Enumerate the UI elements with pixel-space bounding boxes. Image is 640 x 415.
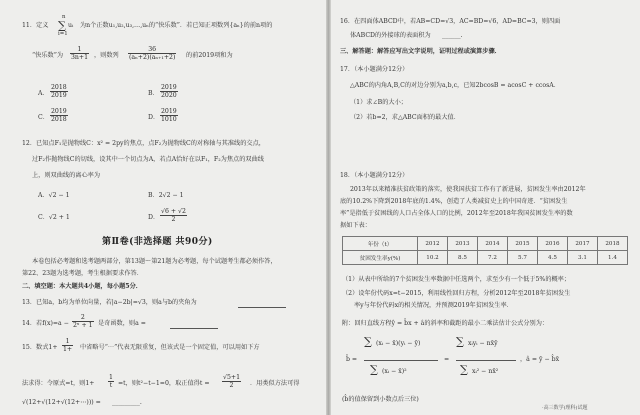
table-cell: 5.7 <box>508 251 538 265</box>
q11-frac1-num: 1 <box>70 46 89 54</box>
formula-eq: = <box>444 356 450 363</box>
q11-optD <box>160 108 178 123</box>
q11-line2c: 的前2019项和为 <box>186 52 233 59</box>
q15-d: =t，则t²−t−1=0，取正值得t = <box>118 380 210 387</box>
table-cell: 2017 <box>568 237 598 251</box>
q17-line1: △ABC的内角A,B,C的对边分别为a,b,c，已知2bcosB = acosC + ccosA． <box>350 82 560 89</box>
q15-f: √(12+√(12+√(12+⋯))) = <box>22 399 101 406</box>
q15-frac3-den: 2 <box>229 382 234 389</box>
table-cell: 2018 <box>598 237 628 251</box>
table-row-rate <box>343 251 628 265</box>
q15-frac3-num: √5+1 <box>223 374 241 381</box>
q17-head: 17．（本小题满分12分） <box>340 66 409 73</box>
q11-optB-label: B． <box>148 90 159 97</box>
q14-blank <box>170 328 218 329</box>
q11-frac1 <box>70 46 89 61</box>
q13-blank <box>238 307 286 308</box>
q11-frac2 <box>128 46 176 61</box>
q12-optB: B．2√2 − 1 <box>148 192 184 199</box>
q12-line1: 12．已知点F₁是抛物线C：x² = 2py的焦点，点F₂为抛物线C的对称轴与其准线的交点， <box>22 140 265 147</box>
q18-sub2b: 率y与年份代码x的相关情况，并预测2019年贫困发生率． <box>354 302 513 309</box>
q12-optC: C．√2 + 1 <box>38 214 70 221</box>
q15-c: 法求得：令原式=t，则1+ <box>22 380 95 387</box>
table-row-year <box>343 237 628 251</box>
q14-frac-den: 2ˣ + 1 <box>73 322 93 329</box>
table-cell: 7.2 <box>478 251 508 265</box>
q11-frac2-den: (aₙ+2)(aₙ₊₁+2) <box>129 54 176 61</box>
q11-line1b: 为n个正数u₁,u₂,u₃,…,uₙ的“快乐数”．若已知正项数列{aₙ}的前n项的 <box>80 22 273 29</box>
q15-b: 中省略号“⋯”代表无限重复，但该式是一个固定值，可以用如下方 <box>80 344 260 351</box>
formula-den1: (xᵢ − x̄)² <box>382 368 407 375</box>
q11-line1: 11．定义 <box>22 22 49 29</box>
q11-sum-top: n <box>62 14 66 20</box>
q11-sum-symbol: ∑ <box>58 19 66 32</box>
section3-title: 三、解答题：解答应写出文字说明，证明过程或演算步骤． <box>340 48 501 55</box>
formula-bhat: b̂ = <box>346 356 358 363</box>
table-cell: 2014 <box>478 237 508 251</box>
q13: 13．已知a，b均为单位向量，若|a−2b|=√3，则a与b的夹角为 <box>22 299 197 306</box>
q16-line2: 体ABCD的外接球的表面积为 <box>350 32 431 39</box>
table-cell: 3.1 <box>568 251 598 265</box>
q12-line2: 过F₂作抛物线C的切线，设其中一个切点为A，若点A恰好在以F₁，F₂为焦点的双曲线 <box>32 156 264 163</box>
part2-title: 第Ⅱ卷(非选择题 共90分) <box>102 237 213 247</box>
q17-sub2: （2）若b=2，求△ABC面积的最大值． <box>350 114 460 121</box>
part2-note1: 本卷包括必考题和选考题两部分，第13题～第21题为必考题，每个试题考生都必须作答， <box>32 258 277 265</box>
q11-sum-bottom: i=1 <box>58 31 68 37</box>
formula-sum1-bottom: ∑ <box>370 363 378 376</box>
poverty-table <box>342 236 628 265</box>
q15-frac2-den: t <box>109 382 113 389</box>
q12-line3: 上，则双曲线的离心率为 <box>32 172 101 179</box>
q14-frac <box>72 314 94 329</box>
table-cell: 年份（t） <box>343 237 418 251</box>
q11-optD-den: 1010 <box>161 116 177 123</box>
formula-num2: xᵢyᵢ − nx̄ȳ <box>468 340 498 347</box>
q15-a: 15．数式1+ <box>22 344 58 351</box>
q11-optC <box>50 108 68 123</box>
q17-sub1: （1）求∠B的大小； <box>350 99 407 106</box>
q12-optA: A．√2 − 1 <box>38 192 70 199</box>
table-cell: 4.5 <box>538 251 568 265</box>
q11-optA-den: 2019 <box>51 92 67 99</box>
q18-sub1: （1）从表中所给的7个贫困发生率数据中任选两个，求至少有一个低于5%的概率； <box>342 276 571 283</box>
q11-optB-den: 2020 <box>161 92 177 99</box>
q11-optA <box>50 84 68 99</box>
q14-frac-num: 2 <box>72 314 94 322</box>
q11-optA-label: A． <box>38 90 49 97</box>
page-footer: ·高三数学(理科)试题 <box>542 405 588 411</box>
q12-optD-den: 2 <box>171 216 176 223</box>
table-cell: 10.2 <box>418 251 448 265</box>
formula-sum2-top: ∑ <box>456 335 464 348</box>
formula-tail: ，â = ȳ − b̂x̄ <box>520 356 560 363</box>
q11-line2a: “快乐数”为 <box>32 52 64 59</box>
q18-head: 18．（本小题满分12分） <box>340 172 409 179</box>
formula-num1: (xᵢ − x̄)(yᵢ − ȳ) <box>376 340 421 347</box>
q18-formula-intro: 附：回归直线方程ŷ = b̂x + â的斜率和截距的最小二乘法估计公式分别为： <box>342 320 549 327</box>
q15-frac1-num: 1 <box>62 338 73 346</box>
table-cell: 8.5 <box>448 251 478 265</box>
q18-p2: 底的10.2%下降到2018年底的1.4%，创造了人类减贫史上的中国奇迹．“贫困发生 <box>340 198 568 205</box>
q11-optD-label: D． <box>148 114 160 121</box>
q18-p1: 2013年以来精准扶贫政策的落实，使我国扶贫工作有了新进展，贫困发生率由2012年 <box>350 186 586 193</box>
q15-frac3 <box>222 374 241 389</box>
q11-optB-num: 2019 <box>161 84 177 91</box>
q11-optB <box>160 84 178 99</box>
q11-sum-term: uᵢ <box>68 22 74 29</box>
q16-blank: ______. <box>442 32 463 39</box>
formula-fracbar2 <box>456 360 516 361</box>
table-cell: 2013 <box>448 237 478 251</box>
part2-section: 二、填空题：本大题共4小题，每小题5分． <box>22 283 142 290</box>
q18-sub2: （2）设年份代码x=t−2015，利用线性回归方程，分析2012年至2018年贫困发生 <box>342 290 571 297</box>
q15-frac2-num: 1 <box>109 374 113 381</box>
q11-frac2-num: 36 <box>128 46 176 54</box>
q11-optC-label: C． <box>38 114 49 121</box>
q12-optD-num: √6 + √2 <box>161 208 186 215</box>
q18-note: (b̂的值保留到小数点后三位) <box>342 396 419 403</box>
table-cell: 2016 <box>538 237 568 251</box>
formula-sum2-bottom: ∑ <box>460 363 468 376</box>
q18-p3: 率”是指低于贫困线的人口占全体人口的比例，2012年至2018年我国贫困发生率的数 <box>340 210 573 217</box>
table-cell: 1.4 <box>598 251 628 265</box>
q16-line1: 16．在四面体ABCD中，若AB=CD=√3，AC=BD=√6，AD=BC=3，则四面 <box>340 18 561 25</box>
q11-line2b: ，则数列 <box>94 52 119 59</box>
q11-optC-num: 2019 <box>51 108 67 115</box>
q11-optD-num: 2019 <box>161 108 177 115</box>
q18-p4: 据如下表： <box>340 222 371 229</box>
q15-frac1 <box>62 338 73 353</box>
table-cell: 2012 <box>418 237 448 251</box>
q11-optC-den: 2018 <box>51 116 67 123</box>
part2-note2: 第22、23题为选考题，考生根据要求作答． <box>22 270 143 277</box>
q15-frac1-den: 1+ <box>63 346 73 353</box>
q12-optD-label: D． <box>148 214 160 221</box>
q11-frac1-den: 3n+1 <box>71 54 89 61</box>
table-cell: 贫困发生率y(%) <box>343 251 418 265</box>
q11-optA-num: 2018 <box>51 84 67 91</box>
q14-a: 14．若f(x)=a − <box>22 320 69 327</box>
q15-e: ．用类似方法可得 <box>250 380 300 387</box>
q14-b: 是奇函数，则a = <box>98 320 146 327</box>
right-column <box>330 0 640 415</box>
formula-sum1-top: ∑ <box>364 335 372 348</box>
table-cell: 2015 <box>508 237 538 251</box>
q15-frac2 <box>108 374 114 389</box>
q15-blank: _________. <box>112 399 142 406</box>
formula-fracbar1 <box>364 360 438 361</box>
q12-optD <box>160 208 187 223</box>
formula-den2: xᵢ² − nx̄² <box>472 368 499 375</box>
